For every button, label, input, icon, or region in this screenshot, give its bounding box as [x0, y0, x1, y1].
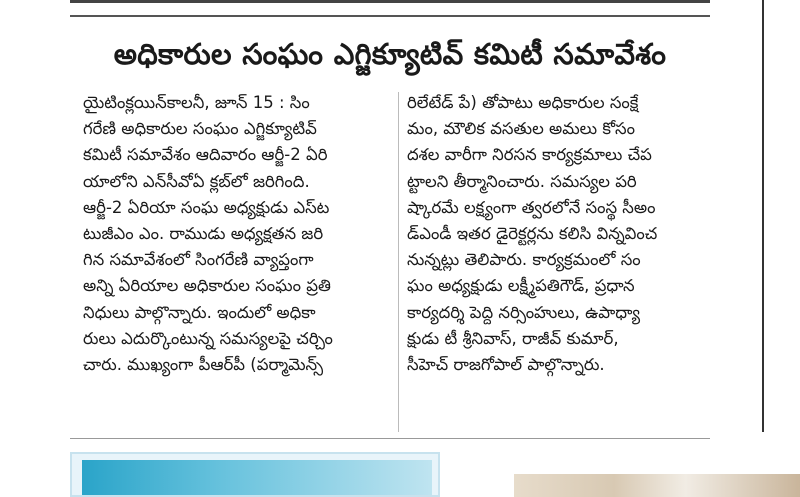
text-line: నున్నట్లు తెలిపారు. కార్యక్రమంలో సం — [407, 250, 641, 270]
advertisement-banner — [70, 452, 440, 497]
text-line: అన్ని ఏరియాల అధికారుల సంఘం ప్రతి — [83, 276, 331, 296]
text-line: ట్టాలని తీర్మానించారు. సమస్యల పరి — [407, 171, 637, 191]
text-line: కార్యదర్శి పెద్ది నర్సింహులు, ఉపాధ్యా — [407, 302, 641, 322]
bottom-divider — [70, 438, 710, 439]
text-line: రులు ఎదుర్కొంటున్న సమస్యలపై చర్చిం — [83, 328, 333, 348]
text-line: చారు. ముఖ్యంగా పీఆర్‌పీ (పర్మామెన్స్ — [83, 354, 324, 374]
article-headline: అధికారుల సంఘం ఎగ్జిక్యూటివ్ కమిటీ సమావేశం — [113, 37, 667, 71]
text-line: గరేణి అధికారుల సంఘం ఎగ్జిక్యూటివ్ — [83, 119, 317, 139]
text-line: ఘం అధ్యక్షుడు లక్ష్మీపతిగౌడ్, ప్రధాన — [407, 276, 635, 296]
column-border — [762, 0, 764, 432]
text-line: నిధులు పాల్గొన్నారు. ఇందులో అధికా — [83, 302, 316, 322]
text-line: యైటింక్లయిన్‌కాలనీ, జూన్ 15 : సిం — [83, 93, 310, 112]
text-line: డ్‌ఎండీ ఇతర డైరెక్టర్లను కలిసి విన్నవించ — [407, 223, 658, 243]
text-line: కమిటీ సమావేశం ఆదివారం ఆర్జీ-2 ఏరి — [83, 145, 328, 165]
text-line: గిన సమావేశంలో సింగరేణి వ్యాప్తంగా — [83, 250, 314, 270]
text-line: ఆర్జీ-2 ఏరియా సంఘ అధ్యక్షుడు ఎస్‌ట — [83, 197, 330, 217]
news-photo — [514, 474, 800, 497]
text-line: ష్కారమే లక్ష్యంగా త్వరలోనే సంస్థ సీఅం — [407, 197, 656, 217]
text-line: రిలేటేడ్ పే) తోపాటు అధికారుల సంక్షే — [407, 93, 639, 112]
text-line: మం, మౌలిక వసతుల అమలు కోసం — [407, 119, 636, 139]
article-column-left — [83, 90, 393, 378]
previous-article-edge — [70, 0, 710, 8]
text-line: దశల వారీగా నిరసన కార్యక్రమాలు చేప — [407, 145, 652, 165]
text-line: సీహెచ్ రాజగోపాల్ పాల్గొన్నారు. — [407, 354, 605, 374]
column-divider — [398, 92, 399, 432]
text-line: క్షుడు టీ శ్రీనివాస్, రాజీవ్ కుమార్, — [407, 328, 619, 348]
text-line: యాలోని ఎన్‌సీవోఏ క్లబ్‌లో జరిగింది. — [83, 171, 310, 191]
advertisement-graphic — [82, 460, 432, 495]
text-line: టుజీఎం ఎం. రాముడు అధ్యక్షతన జరి — [83, 223, 324, 243]
top-divider — [70, 15, 710, 17]
article-column-right — [407, 90, 717, 378]
